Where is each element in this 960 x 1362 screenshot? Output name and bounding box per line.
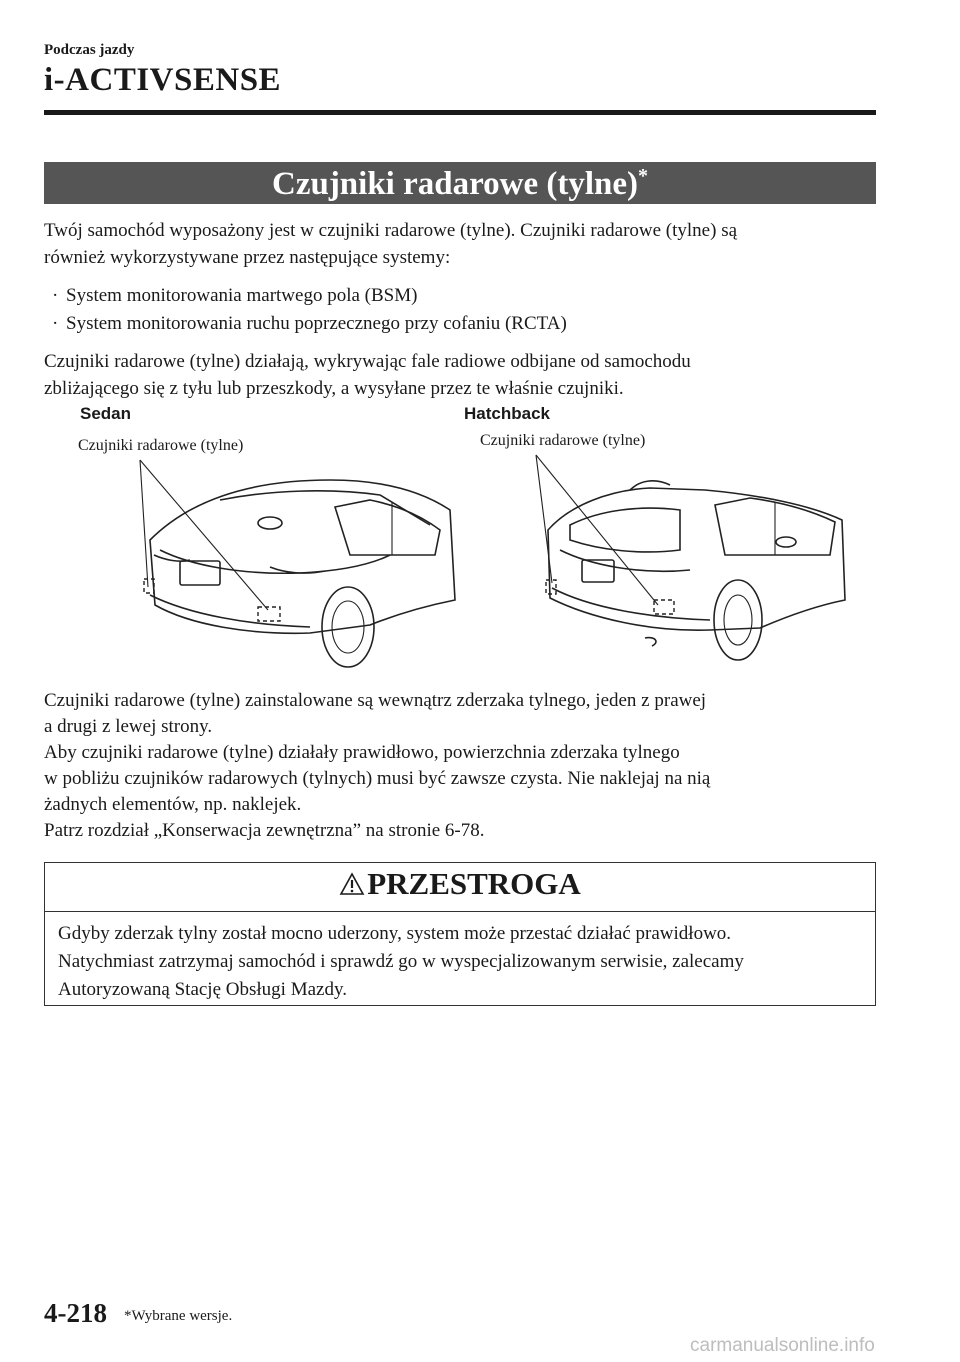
sedan-label: Sedan — [80, 404, 132, 423]
body-line: w pobliżu czujników radarowych (tylnych) musi być zawsze czysta. Nie naklejaj na nią — [44, 768, 711, 789]
right-sensor-marker — [654, 600, 674, 614]
body-line: Czujniki radarowe (tylne) zainstalowane są wewnątrz zderzaka tylnego, jeden z prawej — [44, 690, 707, 711]
intro-line-2: również wykorzystywane przez następujące systemy: — [44, 247, 451, 268]
page-number: 4-218 — [44, 1298, 107, 1328]
sensor-leader-line — [140, 460, 268, 610]
caution-line: Natychmiast zatrzymaj samochód i sprawdź go w wyspecjalizowanym serwisie, zalecamy — [58, 951, 744, 972]
caution-line: Autoryzowaną Stację Obsługi Mazdy. — [58, 979, 347, 1000]
footnote: *Wybrane wersje. — [124, 1308, 233, 1324]
caution-title: PRZESTROGA — [367, 866, 581, 901]
page-title — [44, 162, 876, 204]
caution-header — [44, 862, 876, 912]
chapter-divider — [44, 110, 876, 115]
caution-line: Gdyby zderzak tylny został mocno uderzony, system może przestać działać prawidłowo. — [58, 923, 732, 944]
sensor-leader-line — [140, 460, 148, 587]
caution-title-row — [44, 866, 876, 902]
sedan-sensor-caption: Czujniki radarowe (tylne) — [78, 437, 244, 454]
section-kicker: Podczas jazdy — [44, 42, 135, 58]
body-line: Patrz rozdział „Konserwacja zewnętrzna” na stronie 6-78. — [44, 820, 485, 841]
warning-triangle-icon — [339, 872, 365, 896]
left-sensor-marker — [546, 580, 556, 594]
bullet-icon: · — [52, 313, 59, 334]
body-line: żadnych elementów, np. naklejek. — [44, 794, 302, 815]
operation-line-2: zbliżającego się z tyłu lub przeszkody, a wysyłane przez te właśnie czujniki. — [44, 378, 624, 399]
caution-text — [58, 920, 868, 1004]
body-line: a drugi z lewej strony. — [44, 716, 213, 737]
optional-equipment-marker: * — [638, 165, 649, 187]
right-sensor-marker — [258, 607, 280, 621]
hatchback-illustration — [530, 450, 850, 675]
body-line: Aby czujniki radarowe (tylne) działały prawidłowo, powierzchnia zderzaka tylnego — [44, 742, 680, 763]
hatchback-label: Hatchback — [464, 404, 550, 423]
sedan-illustration — [130, 455, 460, 675]
bullet-icon: · — [52, 285, 59, 306]
list-item — [52, 283, 417, 309]
chapter-title: i-ACTIVSENSE — [44, 62, 282, 98]
list-item-text: System monitorowania ruchu poprzecznego przy cofaniu (RCTA) — [66, 313, 567, 334]
page-title-text: Czujniki radarowe (tylne) — [271, 166, 639, 202]
intro-line-1: Twój samochód wyposażony jest w czujniki radarowe (tylne). Czujniki radarowe (tylne) są — [44, 220, 738, 241]
watermark: carmanualsonline.info — [690, 1335, 875, 1356]
hatchback-sensor-caption: Czujniki radarowe (tylne) — [480, 432, 646, 449]
list-item-text: System monitorowania martwego pola (BSM) — [66, 285, 418, 306]
operation-line-1: Czujniki radarowe (tylne) działają, wykrywając fale radiowe odbijane od samochodu — [44, 351, 691, 372]
list-item — [52, 311, 567, 337]
